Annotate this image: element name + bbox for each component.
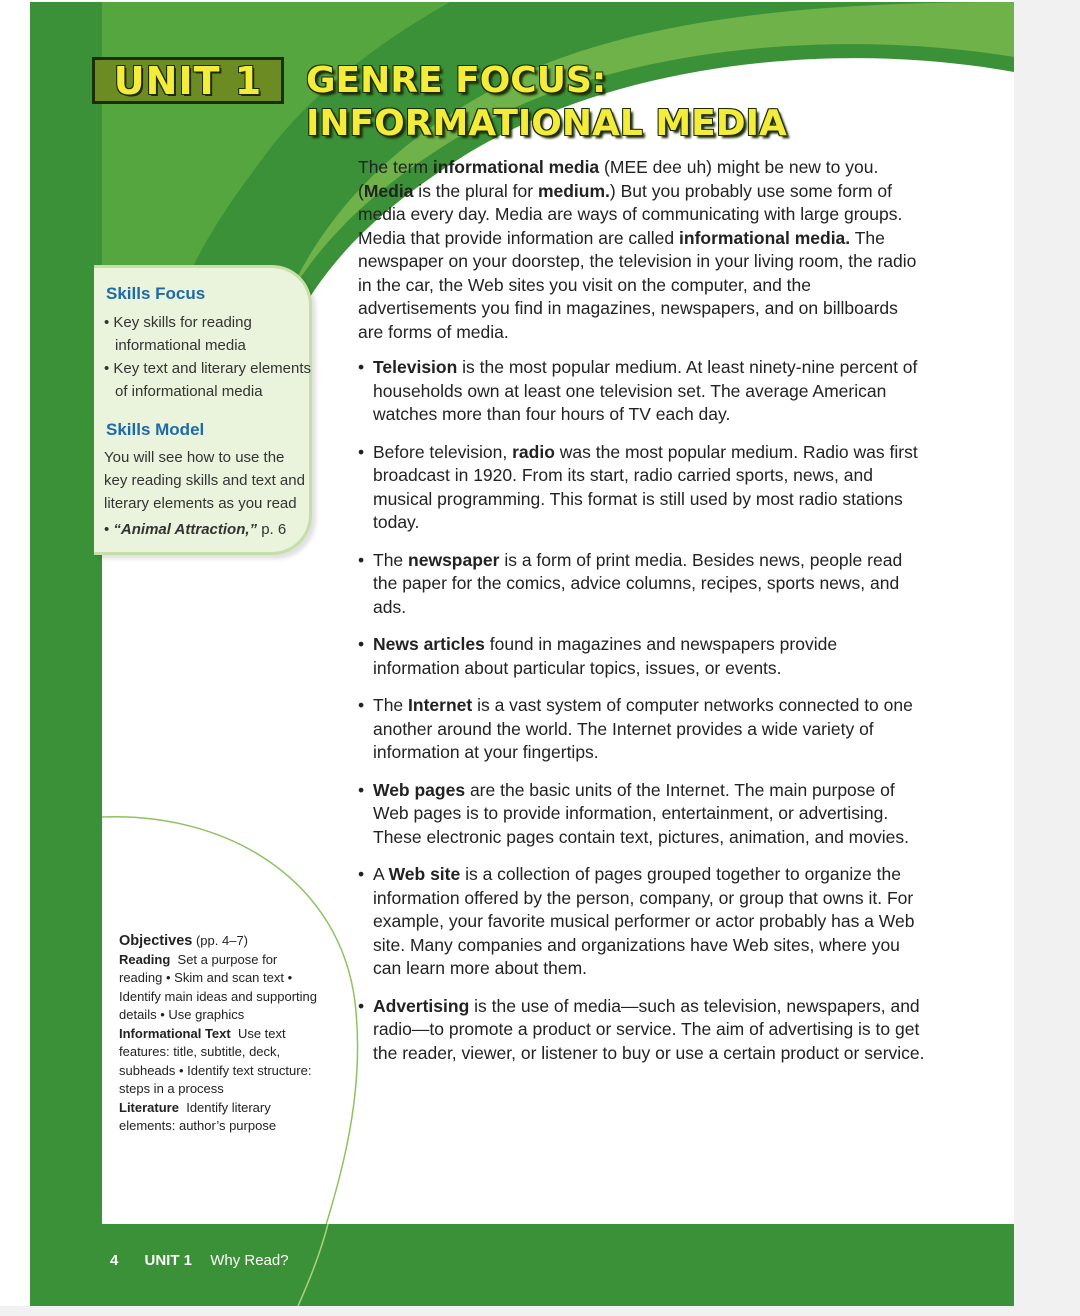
bullet-term: Web site: [388, 864, 461, 884]
bullet-text: was the most popular medium. Radio was first broadcast in 1920. From its start, radio carried sports, news, and musical programming. This format is still used by most radio stations today.: [373, 441, 918, 532]
intro-text: ) But you probably use some form of media every day. Media are ways of communicating with large groups. Media that provide information are called: [358, 180, 903, 248]
bullet-term: radio: [512, 441, 555, 462]
list-item: [358, 633, 926, 680]
intro-text: The newspaper on your doorstep, the television in your living room, the radio in the car, the Web sites you visit on the computer, and the advertisements you find in magazines, newspapers, and on billboards are forms of media.: [358, 227, 917, 342]
list-item: [358, 441, 926, 535]
intro-text: is the plural for: [413, 180, 538, 201]
viewer-edge: [1014, 0, 1080, 1316]
footer-unit: UNIT 1: [144, 1252, 193, 1269]
media-bullet-list: [358, 356, 926, 1065]
list-item: [358, 356, 926, 427]
intro-term: medium.: [537, 180, 610, 201]
page-title-line-2: INFORMATIONAL MEDIA: [306, 103, 787, 144]
skills-focus-item: • Key skills for reading informational media: [104, 314, 252, 354]
bullet-text: The: [373, 695, 409, 715]
skills-focus-item: • Key text and literary elements of informational media: [104, 360, 312, 400]
skills-model-reference: • “Animal Attraction,” p. 6: [104, 521, 287, 538]
objectives-heading: Objectives: [119, 933, 193, 949]
bullet-text: found in magazines and newspapers provide information about particular topics, issues, or events.: [373, 634, 838, 678]
objective-label-informational: Informational Text: [119, 1025, 231, 1041]
list-item: [358, 863, 926, 981]
footer-section: Why Read?: [210, 1252, 289, 1269]
skills-focus-item-text: Key skills for reading informational media: [113, 314, 252, 354]
bullet-term: Advertising: [373, 995, 470, 1016]
intro-text: The term: [358, 157, 433, 177]
textbook-page: [30, 2, 1014, 1306]
selection-title: “Animal Attraction,”: [113, 521, 258, 538]
bullet-text: Before television,: [373, 441, 513, 462]
bullet-text: is the use of media—such as television, newspapers, and radio—to promote a product or service. The aim of advertising is to get the reader, viewer, or listener to buy or use a certain product or service.: [373, 995, 925, 1063]
intro-paragraph: [358, 156, 926, 344]
bullet-text: A: [373, 864, 389, 884]
bullet-term: Internet: [408, 695, 473, 715]
skills-focus-heading: Skills Focus: [106, 284, 206, 303]
bullet-term: Web pages: [373, 779, 466, 800]
main-body-text: [358, 156, 926, 1079]
bullet-text: is a vast system of computer networks connected to one another around the world. The Internet provides a wide variety of information at your fingertips.: [373, 695, 913, 762]
intro-term: informational media: [432, 157, 600, 177]
list-item: [358, 549, 926, 620]
bullet-text: are the basic units of the Internet. The main purpose of Web pages is to provide information, entertainment, or advertising. These electronic pages contain text, pictures, animation, and movies.: [373, 779, 909, 847]
bullet-term: newspaper: [408, 549, 500, 570]
selection-page: p. 6: [261, 521, 287, 538]
unit-badge: [92, 57, 284, 104]
list-item: [358, 995, 926, 1066]
objective-label-literature: Literature: [119, 1099, 179, 1115]
intro-term: informational media.: [679, 227, 851, 248]
viewer-bottom-edge: [0, 1306, 1080, 1316]
list-item: [358, 694, 926, 765]
bullet-term: News articles: [373, 634, 485, 654]
intro-term: Media: [363, 180, 414, 201]
objective-text-reading: Set a purpose for reading • Skim and scan text • Identify main ideas and supporting details • Use graphics: [119, 951, 318, 1022]
objectives-pages: (pp. 4–7): [195, 933, 249, 948]
page-number: 4: [110, 1252, 119, 1269]
page-title-line-1: GENRE FOCUS:: [306, 60, 607, 101]
bullet-term: Television: [373, 357, 458, 377]
skills-model-heading: Skills Model: [106, 420, 205, 439]
skills-model-text: You will see how to use the key reading skills and text and literary elements as you read: [104, 449, 305, 512]
bullet-text: is a form of print media. Besides news, people read the paper for the comics, advice columns, recipes, sports news, and ads.: [373, 549, 903, 617]
footer-label: [110, 1252, 289, 1269]
objectives-block: [119, 932, 319, 1136]
objective-label-reading: Reading: [119, 951, 171, 967]
bullet-text: is a collection of pages grouped together to organize the information offered by the person, company, or group that owns it. For example, your favorite musical performer or actor probably has a Web site. Many companies and organizations have Web sites, where you can learn more about them.: [373, 864, 915, 978]
list-item: [358, 779, 926, 850]
bullet-text: The: [373, 549, 409, 570]
intro-text: (MEE dee uh) might be new to you. (: [358, 157, 879, 201]
objective-text-literature: Identify literary elements: author’s purpose: [119, 1099, 277, 1133]
skills-focus-item-text: Key text and literary elements of informational media: [113, 360, 312, 400]
bullet-text: is the most popular medium. At least ninety-nine percent of households own at least one television set. The average American watches more than four hours of TV each day.: [373, 357, 918, 424]
unit-label: UNIT 1: [113, 59, 263, 103]
objective-text-informational: Use text features: title, subtitle, deck, subheads • Identify text structure: steps in a process: [119, 1025, 312, 1096]
